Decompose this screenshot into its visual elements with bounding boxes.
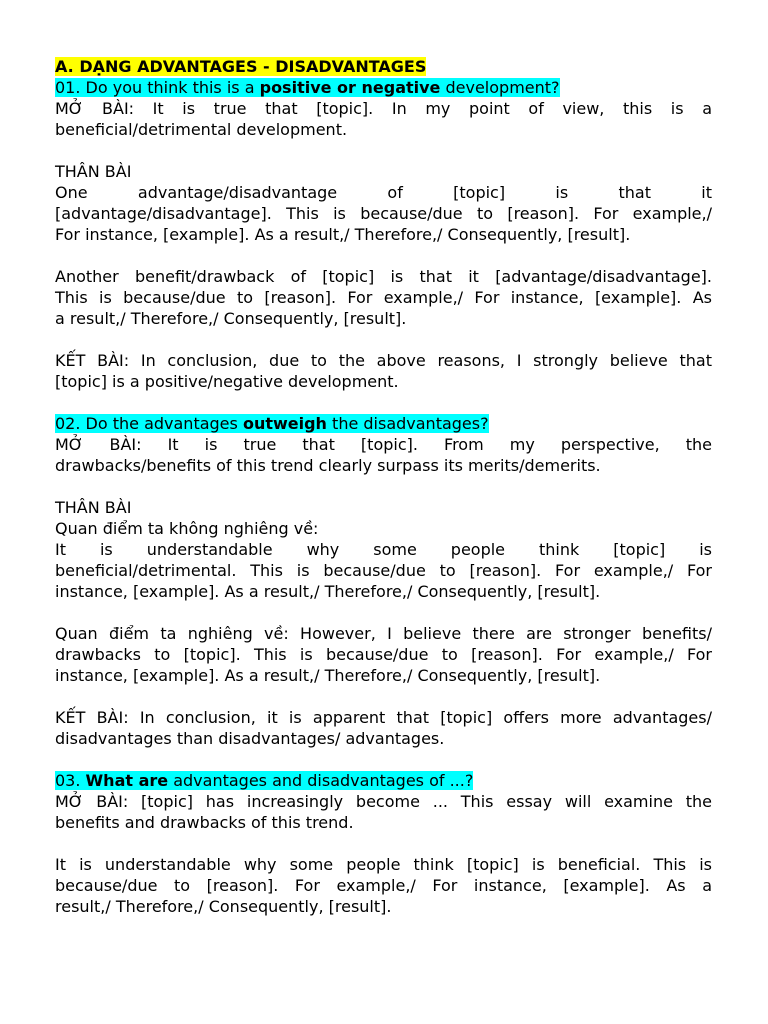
q3-body1-line-2: because/due to [reason]. For example,/ For instance, [example]. As a — [55, 876, 712, 895]
q1-conclusion-line-1: KẾT BÀI: In conclusion, due to the above reasons, I strongly believe that — [55, 351, 712, 370]
q1-body2-line-3: a result,/ Therefore,/ Consequently, [result]. — [55, 309, 407, 328]
q3-body1-line-3: result,/ Therefore,/ Consequently, [result]. — [55, 897, 392, 916]
q2-conclusion-line-2: disadvantages than disadvantages/ advantages. — [55, 729, 445, 748]
q1-body1-line-3: For instance, [example]. As a result,/ Therefore,/ Consequently, [result]. — [55, 225, 631, 244]
q3-intro-line-1: MỞ BÀI: [topic] has increasingly become ... This essay will examine the — [55, 792, 712, 811]
q1-body1-line-1: One advantage/disadvantage of [topic] is that it — [55, 183, 712, 202]
q2-view-label: Quan điểm ta không nghiêng về: — [55, 519, 319, 538]
q1-body1-line-2: [advantage/disadvantage]. This is because/due to [reason]. For example,/ — [55, 204, 712, 223]
q2-body2-line-1: Quan điểm ta nghiêng về: However, I believe there are stronger benefits/ — [55, 624, 712, 643]
q1-intro-line-1: MỞ BÀI: It is true that [topic]. In my point of view, this is a — [55, 99, 712, 118]
document-page — [55, 56, 712, 917]
section-title: A. DẠNG ADVANTAGES - DISADVANTAGES — [55, 57, 427, 76]
q2-intro-line-1: MỞ BÀI: It is true that [topic]. From my perspective, the — [55, 435, 712, 454]
q1-intro-line-2: beneficial/detrimental development. — [55, 120, 348, 139]
q2-body2-line-3: instance, [example]. As a result,/ Therefore,/ Consequently, [result]. — [55, 666, 601, 685]
q3-body1-line-1: It is understandable why some people think [topic] is beneficial. This is — [55, 855, 712, 874]
q1-conclusion-line-2: [topic] is a positive/negative development. — [55, 372, 399, 391]
q2-body-heading: THÂN BÀI — [55, 498, 132, 517]
q1-body2-line-2: This is because/due to [reason]. For example,/ For instance, [example]. As — [55, 288, 712, 307]
q2-conclusion-line-1: KẾT BÀI: In conclusion, it is apparent that [topic] offers more advantages/ — [55, 708, 712, 727]
q2-body2-line-2: drawbacks to [topic]. This is because/due to [reason]. For example,/ For — [55, 645, 712, 664]
q2-body1-line-1: It is understandable why some people think [topic] is — [55, 540, 712, 559]
q2-body1-line-2: beneficial/detrimental. This is because/due to [reason]. For example,/ For — [55, 561, 712, 580]
question-1: 01. Do you think this is a positive or negative development? — [55, 78, 560, 97]
q1-body-heading: THÂN BÀI — [55, 162, 132, 181]
question-2: 02. Do the advantages outweigh the disadvantages? — [55, 414, 489, 433]
q2-body1-line-3: instance, [example]. As a result,/ Therefore,/ Consequently, [result]. — [55, 582, 601, 601]
q3-intro-line-2: benefits and drawbacks of this trend. — [55, 813, 354, 832]
q2-intro-line-2: drawbacks/benefits of this trend clearly surpass its merits/demerits. — [55, 456, 601, 475]
q1-body2-line-1: Another benefit/drawback of [topic] is that it [advantage/disadvantage]. — [55, 267, 712, 286]
question-3: 03. What are advantages and disadvantages of ...? — [55, 771, 474, 790]
